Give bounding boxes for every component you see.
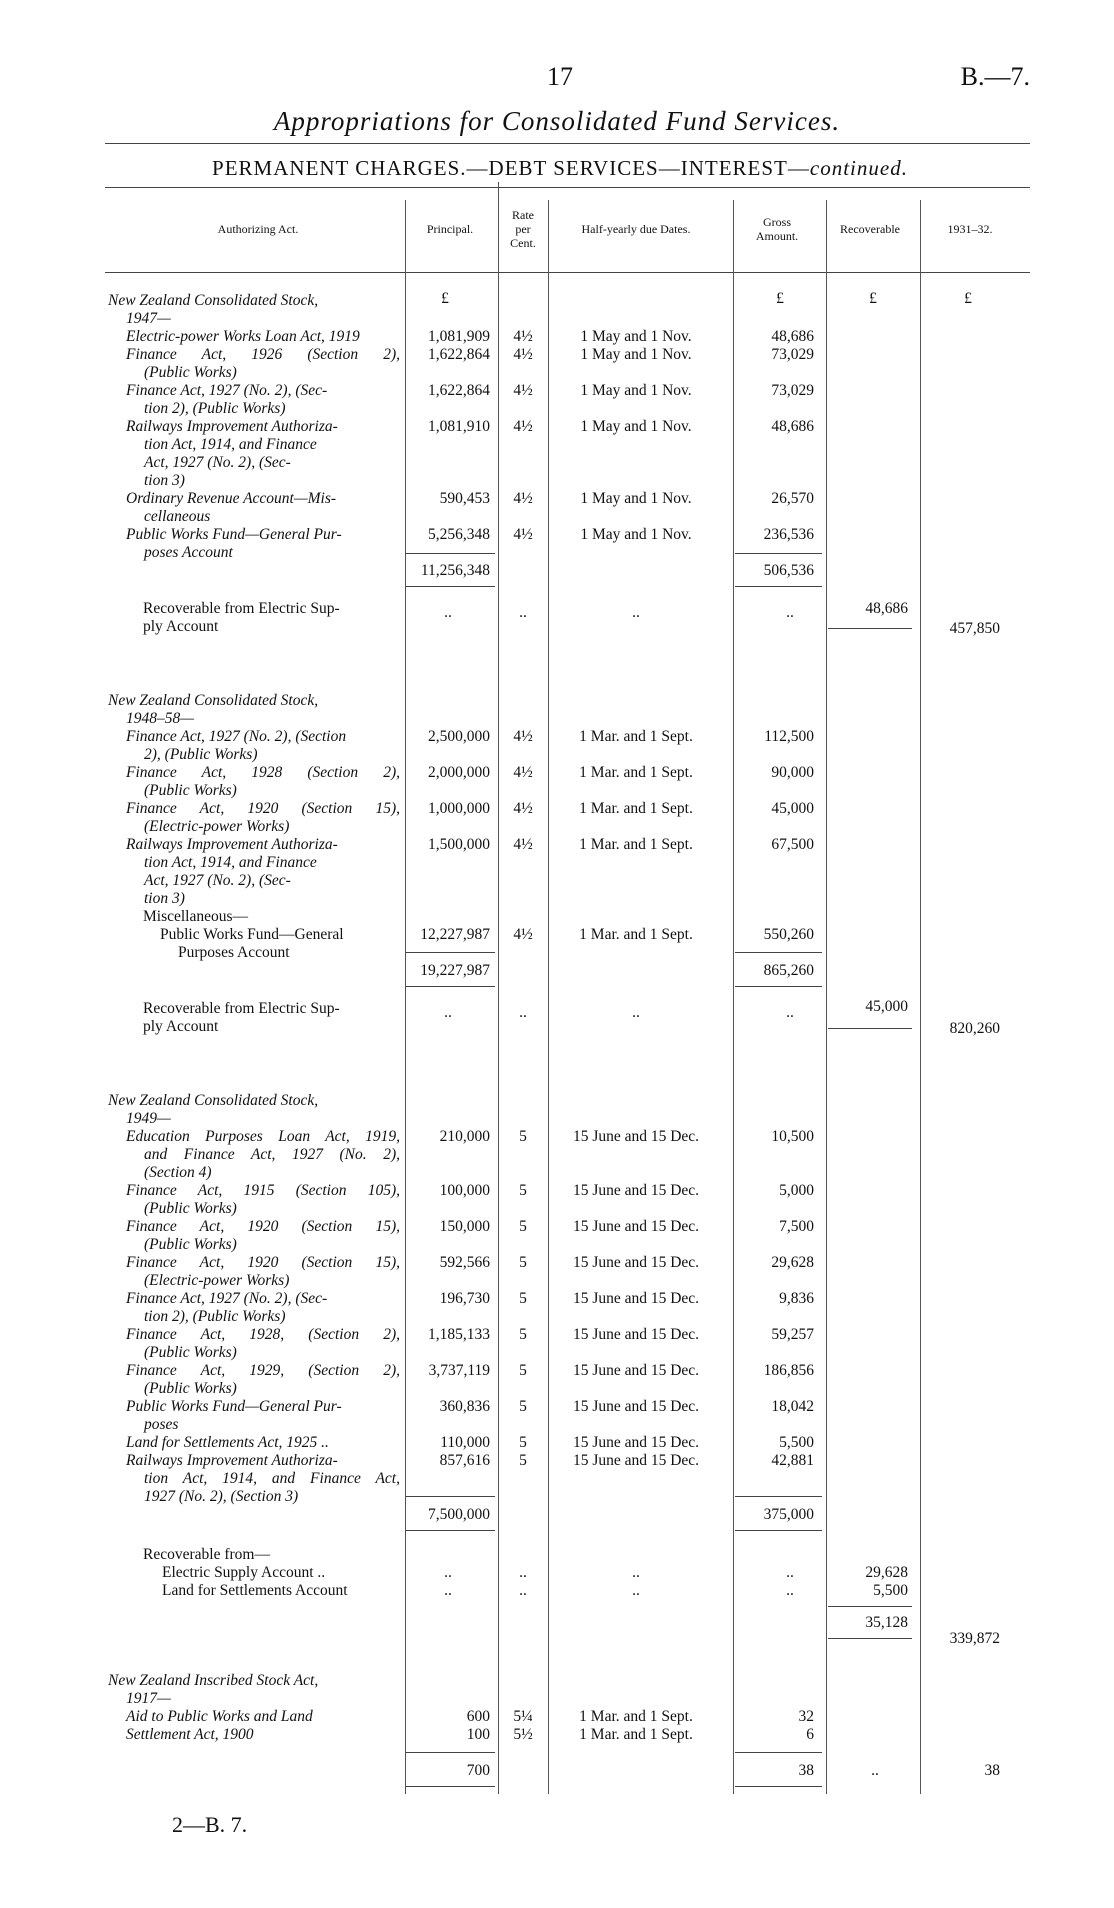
gross-value: 90,000 (771, 764, 814, 781)
rate-value: 5 (519, 1254, 527, 1271)
col-head-gross-2: Amount. (755, 229, 799, 243)
dates-value: 1 Mar. and 1 Sept. (579, 926, 693, 943)
recoverable-label-2: ply Account (143, 1018, 219, 1035)
act-name-line: (Public Works) (144, 1344, 237, 1361)
principal-value: 196,730 (439, 1290, 490, 1307)
net-amount: 38 (984, 1762, 1000, 1779)
gross-value: 42,881 (771, 1452, 814, 1469)
col-head-principal: Principal. (426, 222, 474, 236)
section-heading: New Zealand Consolidated Stock, (108, 292, 319, 309)
dates-value: 15 June and 15 Dec. (572, 1290, 700, 1307)
act-name-line: Aid to Public Works and Land (126, 1708, 313, 1725)
rate-value: 5 (519, 1182, 527, 1199)
total-rule (735, 1530, 822, 1531)
section-heading: New Zealand Consolidated Stock, (108, 1092, 319, 1109)
act-name-line: (Public Works) (144, 1380, 237, 1397)
rate-value: 5 (519, 1128, 527, 1145)
act-name-line: (Public Works) (144, 1236, 237, 1253)
col-head-rate-3: Cent. (510, 236, 536, 250)
gross-value: 9,836 (779, 1290, 814, 1307)
subtotal-rule (405, 553, 495, 554)
dates-value: 1 Mar. and 1 Sept. (579, 1708, 693, 1725)
rate-value: 5 (519, 1362, 527, 1379)
page-title: Appropriations for Consolidated Fund Services. (273, 106, 841, 136)
total-gross: 865,260 (763, 962, 814, 979)
act-name-line: tion 3) (144, 890, 185, 907)
principal-value: 592,566 (439, 1254, 490, 1271)
act-name-line: Railways Improvement Authoriza- (126, 836, 338, 853)
total-rule (735, 586, 822, 587)
dates-value: 1 May and 1 Nov. (580, 526, 692, 543)
recoverable-label: Recoverable from Electric Sup- (143, 1000, 340, 1017)
principal-value: 110,000 (440, 1434, 490, 1451)
gross-value: 26,570 (771, 490, 814, 507)
principal-value: 857,616 (439, 1452, 490, 1469)
dates-value: 15 June and 15 Dec. (572, 1182, 700, 1199)
principal-value: 5,256,348 (428, 526, 490, 543)
col-rule-5 (826, 200, 827, 1794)
dates-value: 1 May and 1 Nov. (580, 346, 692, 363)
dots: .. (632, 1564, 640, 1581)
gross-value: 550,260 (763, 926, 814, 943)
rate-value: 4½ (513, 328, 533, 345)
total-rule (735, 986, 822, 987)
recoverable-item-amount: 29,628 (865, 1564, 908, 1581)
col-rule-4 (733, 200, 734, 1794)
footer-signature: 2—B. 7. (172, 1812, 248, 1837)
principal-value: 600 (466, 1708, 490, 1725)
dates-value: 1 Mar. and 1 Sept. (579, 836, 693, 853)
act-name-line: Finance Act, 1920 (Section 15), (126, 1254, 400, 1271)
gross-value: 112,500 (764, 728, 814, 745)
dates-value: 15 June and 15 Dec. (572, 1254, 700, 1271)
recoverable-item-amount: 5,500 (873, 1582, 908, 1599)
col-rule-6 (920, 200, 921, 1794)
net-amount: 339,872 (949, 1630, 1000, 1647)
total-principal: 700 (466, 1762, 490, 1779)
rate-value: 4½ (513, 764, 533, 781)
recoverable-total: 35,128 (865, 1614, 908, 1631)
act-name-line: (Public Works) (144, 1200, 237, 1217)
section-heading-year: 1948–58— (126, 710, 195, 727)
subtotal-rule (405, 952, 495, 953)
principal-value: 100 (466, 1726, 490, 1743)
subtitle-continued: continued. (809, 156, 908, 180)
gross-value: 45,000 (771, 800, 814, 817)
act-name-line: (Public Works) (144, 364, 237, 381)
act-name-line: Finance Act, 1928, (Section 2), (126, 1326, 400, 1343)
recoverable-label-2: ply Account (143, 618, 219, 635)
section-heading: New Zealand Consolidated Stock, (108, 692, 319, 709)
header-bottom-rule (105, 272, 1030, 273)
gross-value: 59,257 (771, 1326, 814, 1343)
act-name-line: 2), (Public Works) (144, 746, 258, 763)
act-name-line: Ordinary Revenue Account—Mis- (126, 490, 337, 507)
act-name-line: Finance Act, 1929, (Section 2), (126, 1362, 400, 1379)
misc-label: Miscellaneous— (143, 908, 249, 925)
rate-value: 4½ (513, 800, 533, 817)
col-head-dates: Half-yearly due Dates. (581, 222, 691, 236)
dots: .. (632, 1004, 640, 1021)
rate-value: 5¼ (513, 1708, 533, 1725)
dates-value: 15 June and 15 Dec. (572, 1128, 700, 1145)
net-amount: 820,260 (949, 1020, 1000, 1037)
total-gross: 375,000 (763, 1506, 814, 1523)
principal-value: 100,000 (439, 1182, 490, 1199)
recoverable-from-label: Recoverable from— (143, 1546, 270, 1563)
currency-principal: £ (441, 290, 449, 307)
rate-value: 4½ (513, 728, 533, 745)
total-principal: 19,227,987 (420, 962, 490, 979)
table-top-rule (105, 187, 1030, 188)
subtotal-rule (735, 553, 822, 554)
dots: .. (632, 1582, 640, 1599)
principal-value: 1,081,909 (428, 328, 490, 345)
act-name-line: (Electric-power Works) (144, 818, 290, 835)
dates-value: 1 Mar. and 1 Sept. (579, 728, 693, 745)
gross-value: 73,029 (771, 382, 814, 399)
act-name-line: Land for Settlements Act, 1925 .. (126, 1434, 329, 1451)
col-rule-3 (548, 200, 549, 1794)
section-heading-year: 1947— (126, 310, 171, 327)
dots: .. (519, 1564, 527, 1581)
act-name-line: tion 2), (Public Works) (144, 1308, 286, 1325)
principal-value: 2,500,000 (428, 728, 490, 745)
rate-value: 4½ (513, 418, 533, 435)
section-heading-year: 1949— (126, 1110, 171, 1127)
principal-value: 1,622,864 (428, 346, 490, 363)
act-name-line: and Finance Act, 1927 (No. 2), (144, 1146, 400, 1163)
recoverable-item-label: Electric Supply Account .. (162, 1564, 326, 1581)
dates-value: 15 June and 15 Dec. (572, 1218, 700, 1235)
act-name-line: Settlement Act, 1900 (126, 1726, 254, 1743)
rate-value: 4½ (513, 382, 533, 399)
principal-value: 210,000 (439, 1128, 490, 1145)
principal-value: 2,000,000 (428, 764, 490, 781)
currency-recoverable: £ (869, 290, 877, 307)
rate-value: 4½ (513, 926, 533, 943)
subtotal-rule (405, 1496, 495, 1497)
gross-value: 6 (806, 1726, 814, 1743)
page-number: 17 (547, 62, 573, 91)
dots: .. (786, 1004, 794, 1021)
recoverable-amount: 48,686 (865, 600, 908, 617)
act-name-line: Act, 1927 (No. 2), (Sec- (144, 872, 291, 889)
principal-value: 1,500,000 (428, 836, 490, 853)
dots: .. (444, 1004, 452, 1021)
page-subtitle (160, 156, 960, 181)
currency-gross: £ (776, 290, 784, 307)
total-gross: 506,536 (763, 562, 814, 579)
gross-value: 5,000 (779, 1182, 814, 1199)
principal-value: 1,000,000 (428, 800, 490, 817)
col-rule-1 (405, 200, 406, 1794)
gross-value: 10,500 (771, 1128, 814, 1145)
act-name-line: Railways Improvement Authoriza- (126, 418, 338, 435)
dates-value: 1 May and 1 Nov. (580, 328, 692, 345)
gross-value: 48,686 (771, 328, 814, 345)
act-name-line: Railways Improvement Authoriza- (126, 1452, 338, 1469)
document-ref: B.—7. (960, 62, 1030, 91)
dates-value: 15 June and 15 Dec. (572, 1362, 700, 1379)
rate-value: 4½ (513, 836, 533, 853)
total-rule (735, 1786, 822, 1787)
rate-value: 4½ (513, 346, 533, 363)
col-head-year: 1931–32. (947, 222, 993, 236)
recoverable-item-label: Land for Settlements Account (162, 1582, 348, 1599)
col-head-recoverable: Recoverable (840, 222, 900, 236)
act-name-line: Finance Act, 1927 (No. 2), (Section (126, 728, 347, 745)
gross-value: 67,500 (771, 836, 814, 853)
dates-value: 15 June and 15 Dec. (572, 1398, 700, 1415)
act-name-line: Finance Act, 1920 (Section 15), (126, 1218, 400, 1235)
recoverable-label: Recoverable from Electric Sup- (143, 600, 340, 617)
act-name-line: Act, 1927 (No. 2), (Sec- (144, 454, 291, 471)
act-name-line: Electric-power Works Loan Act, 1919 (126, 328, 360, 345)
section-heading: New Zealand Inscribed Stock Act, (108, 1672, 319, 1689)
rate-value: 5½ (513, 1726, 533, 1743)
gross-value: 73,029 (771, 346, 814, 363)
act-name-line: poses (144, 1416, 179, 1433)
dates-value: 15 June and 15 Dec. (572, 1326, 700, 1343)
principal-value: 360,836 (439, 1398, 490, 1415)
currency-year: £ (964, 290, 972, 307)
col-head-rate-1: Rate (512, 208, 534, 222)
rate-value: 5 (519, 1218, 527, 1235)
principal-value: 12,227,987 (420, 926, 490, 943)
dates-value: 1 Mar. and 1 Sept. (579, 1726, 693, 1743)
dots: .. (786, 1582, 794, 1599)
principal-value: 150,000 (439, 1218, 490, 1235)
act-name-line: (Section 4) (144, 1164, 212, 1181)
total-rule (405, 586, 495, 587)
dots: .. (444, 1564, 452, 1581)
act-name-line: Finance Act, 1927 (No. 2), (Sec- (126, 1290, 328, 1307)
gross-value: 29,628 (771, 1254, 814, 1271)
rate-value: 5 (519, 1326, 527, 1343)
dates-value: 1 Mar. and 1 Sept. (579, 800, 693, 817)
act-name-line: Purposes Account (178, 944, 290, 961)
principal-value: 3,737,119 (428, 1362, 490, 1379)
act-name-line: tion Act, 1914, and Finance (144, 854, 317, 871)
act-name-line: tion Act, 1914, and Finance (144, 436, 317, 453)
dots: .. (519, 604, 527, 621)
act-name-line: Finance Act, 1920 (Section 15), (126, 800, 400, 817)
subtotal-rule (735, 952, 822, 953)
principal-value: 1,622,864 (428, 382, 490, 399)
dates-value: 1 May and 1 Nov. (580, 382, 692, 399)
act-name-line: (Electric-power Works) (144, 1272, 290, 1289)
principal-value: 590,453 (439, 490, 490, 507)
act-name-line: Public Works Fund—General (160, 926, 344, 943)
recoverable-amount: 45,000 (865, 998, 908, 1015)
gross-value: 5,500 (779, 1434, 814, 1451)
dots: .. (519, 1582, 527, 1599)
dates-value: 15 June and 15 Dec. (572, 1452, 700, 1469)
act-name-line: Public Works Fund—General Pur- (126, 526, 342, 543)
act-name-line: Finance Act, 1928 (Section 2), (126, 764, 400, 781)
subtotal-rule (405, 1752, 495, 1753)
dates-value: 1 Mar. and 1 Sept. (579, 764, 693, 781)
dots: .. (632, 604, 640, 621)
dots: .. (444, 1582, 452, 1599)
act-name-line: Finance Act, 1926 (Section 2), (126, 346, 400, 363)
total-principal: 11,256,348 (420, 562, 490, 579)
subtotal-rule (735, 1752, 822, 1753)
act-name-line: 1927 (No. 2), (Section 3) (144, 1488, 299, 1505)
gross-value: 7,500 (779, 1218, 814, 1235)
total-rule (405, 1530, 495, 1531)
section-heading-year: 1917— (126, 1690, 171, 1707)
dates-value: 1 May and 1 Nov. (580, 490, 692, 507)
subtotal-rule (828, 1606, 912, 1607)
dots: .. (444, 604, 452, 621)
rate-value: 5 (519, 1398, 527, 1415)
subtitle-main: PERMANENT CHARGES.—DEBT SERVICES—INTEREST— (212, 156, 810, 180)
col-rule-2 (498, 182, 499, 1794)
dots: .. (786, 1564, 794, 1581)
act-name-line: cellaneous (144, 508, 211, 525)
total-rule (405, 986, 495, 987)
act-name-line: Public Works Fund—General Pur- (126, 1398, 342, 1415)
title-rule (105, 143, 1030, 144)
act-name-line: poses Account (144, 544, 233, 561)
rate-value: 5 (519, 1290, 527, 1307)
dates-value: 1 May and 1 Nov. (580, 418, 692, 435)
rate-value: 5 (519, 1452, 527, 1469)
net-amount: 457,850 (949, 620, 1000, 637)
dots: .. (519, 1004, 527, 1021)
act-name-line: tion 3) (144, 472, 185, 489)
col-head-act: Authorizing Act. (217, 222, 299, 236)
dates-value: 15 June and 15 Dec. (572, 1434, 700, 1451)
dots: .. (786, 604, 794, 621)
total-gross: 38 (798, 1762, 814, 1779)
total-rule (405, 1786, 495, 1787)
act-name-line: Finance Act, 1915 (Section 105), (126, 1182, 400, 1199)
act-name-line: Education Purposes Loan Act, 1919, (126, 1128, 400, 1145)
rate-value: 4½ (513, 490, 533, 507)
principal-value: 1,185,133 (428, 1326, 490, 1343)
act-name-line: (Public Works) (144, 782, 237, 799)
col-head-rate-2: per (515, 222, 531, 236)
act-name-line: tion 2), (Public Works) (144, 400, 286, 417)
dots: .. (871, 1762, 879, 1779)
principal-value: 1,081,910 (428, 418, 490, 435)
gross-value: 32 (798, 1708, 814, 1725)
rate-value: 5 (519, 1434, 527, 1451)
gross-value: 186,856 (763, 1362, 814, 1379)
col-head-gross-1: Gross (762, 215, 791, 229)
subtotal-rule (735, 1496, 822, 1497)
gross-value: 18,042 (771, 1398, 814, 1415)
gross-value: 48,686 (771, 418, 814, 435)
gross-value: 236,536 (763, 526, 814, 543)
act-name-line: Finance Act, 1927 (No. 2), (Sec- (126, 382, 328, 399)
rate-value: 4½ (513, 526, 533, 543)
act-name-line: tion Act, 1914, and Finance Act, (144, 1470, 400, 1487)
total-principal: 7,500,000 (428, 1506, 490, 1523)
